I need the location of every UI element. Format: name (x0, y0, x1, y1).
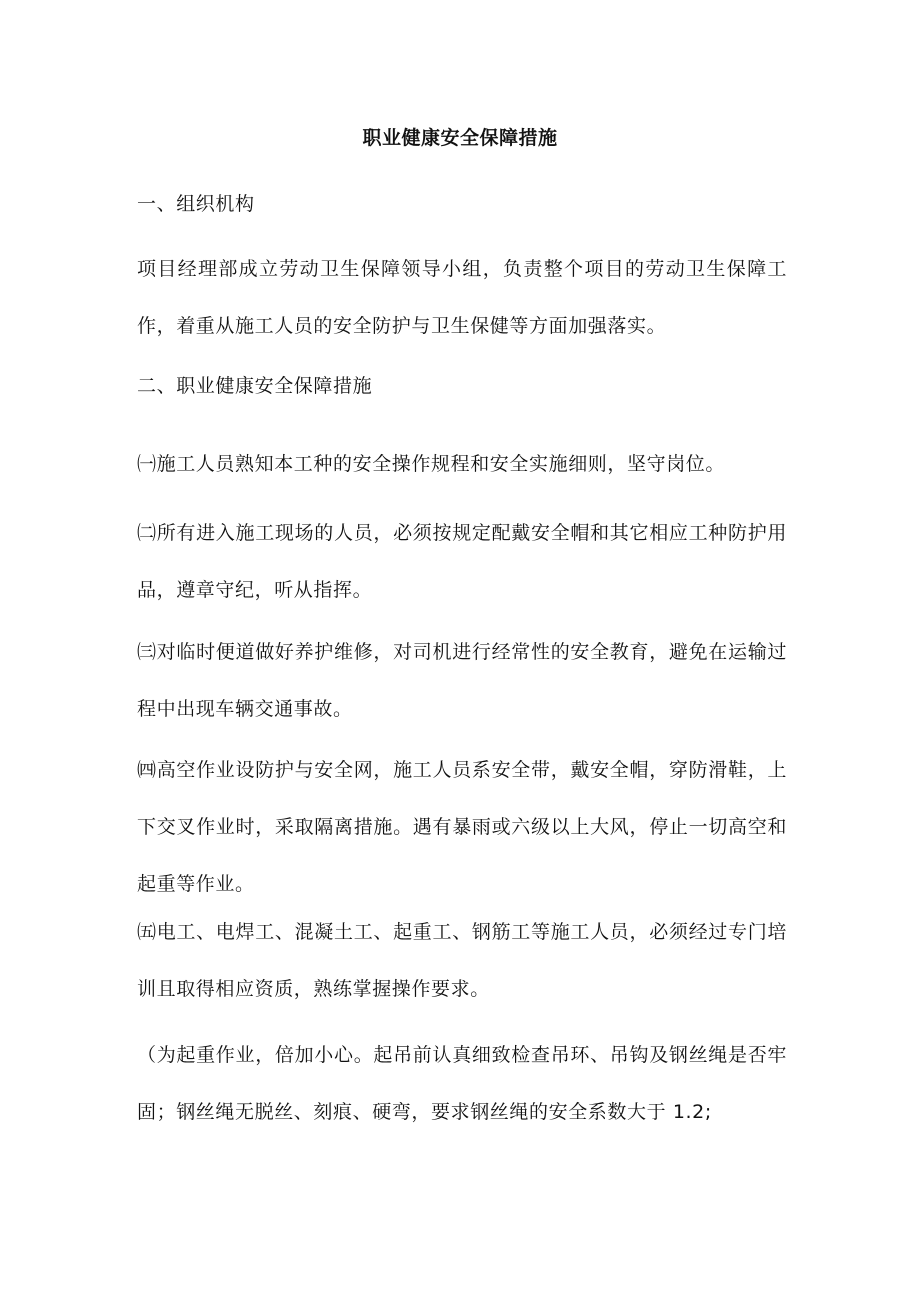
paragraph-organization: 项目经理部成立劳动卫生保障领导小组，负责整个项目的劳动卫生保障工作，着重从施工人员的安全防护与卫生保健等方面加强落实。 (137, 258, 787, 337)
section-heading-safety-measures: 二、职业健康安全保障措施 (137, 375, 373, 397)
measure-item-5: ㈤电工、电焊工、混凝土工、起重工、钢筋工等施工人员，必须经过专门培训且取得相应资质，熟练掌握操作要求。 (137, 921, 787, 1000)
measure-item-4: ㈣高空作业设防护与安全网，施工人员系安全带，戴安全帽，穿防滑鞋，上下交叉作业时，采取隔离措施。遇有暴雨或六级以上大风，停止一切高空和起重等作业。 (137, 759, 787, 895)
measure-item-2: ㈡所有进入施工现场的人员，必须按规定配戴安全帽和其它相应工种防护用品，遵章守纪，听从指挥。 (137, 522, 787, 601)
measure-item-1: ㈠施工人员熟知本工种的安全操作规程和安全实施细则，坚守岗位。 (137, 453, 726, 475)
section-heading-organization: 一、组织机构 (137, 193, 255, 215)
measure-item-6: （为起重作业，倍加小心。起吊前认真细致检查吊环、吊钩及钢丝绳是否牢固；钢丝绳无脱丝、刻痕、硬弯，要求钢丝绳的安全系数大于 1.2; (137, 1044, 787, 1123)
document-title: 职业健康安全保障措施 (362, 127, 558, 149)
measure-item-3: ㈢对临时便道做好养护维修，对司机进行经常性的安全教育，避免在运输过程中出现车辆交通事故。 (137, 641, 787, 720)
